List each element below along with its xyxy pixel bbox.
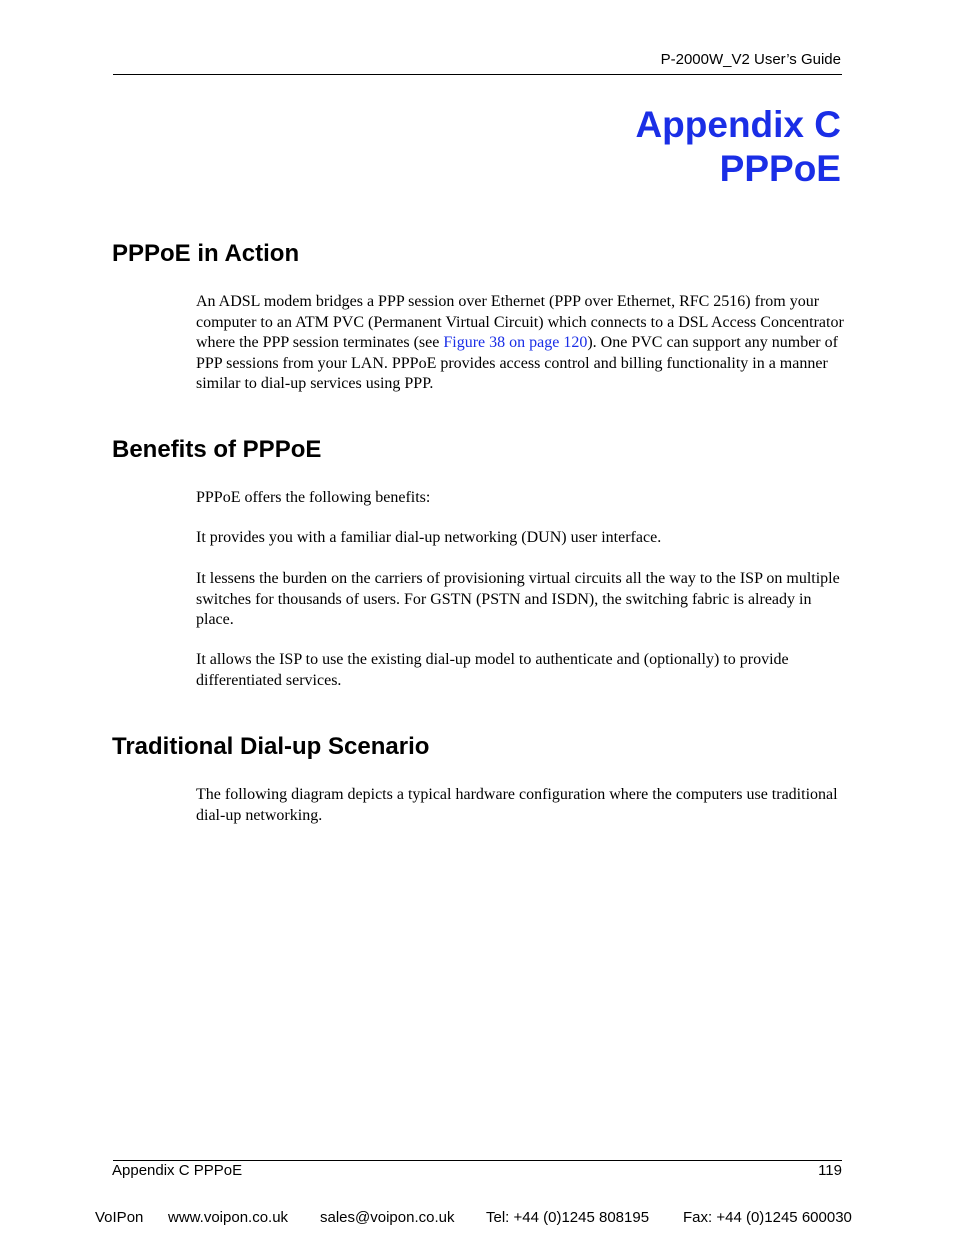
guide-title: P-2000W_V2 User’s Guide [660,51,841,68]
paragraph-text: ). One PVC can support any number of PPP sessions from your LAN. PPPoE provides access control and billing functionality in a manner similar to dial-up services using PPP. [196,334,838,392]
figure-link[interactable]: Figure 38 on page 120 [443,334,588,351]
page-number: 119 [818,1162,842,1179]
chapter-title-line1: Appendix C [635,104,841,145]
contact-fax: Fax: +44 (0)1245 600030 [683,1209,852,1226]
paragraph-traditional-dial-up: The following diagram depicts a typical hardware configuration where the computers use traditional dial-up networking. [196,786,838,824]
heading-benefits-of-pppoe: Benefits of PPPoE [112,436,322,463]
chapter-title [635,103,841,191]
footer-section-name: Appendix C PPPoE [112,1162,243,1179]
paragraph-pppoe-in-action [196,292,846,395]
contact-bar [95,1209,852,1226]
contact-email[interactable]: sales@voipon.co.uk [320,1209,455,1226]
paragraph-benefit-isp: It allows the ISP to use the existing dial-up model to authenticate and (optionally) to provide differentiated services. [196,651,789,689]
contact-tel: Tel: +44 (0)1245 808195 [486,1209,650,1226]
chapter-title-line2: PPPoE [719,148,841,189]
contact-company: VoIPon [95,1209,144,1226]
paragraph-benefit-carriers: It lessens the burden on the carriers of provisioning virtual circuits all the way to the ISP on multiple switches for thousands of users. For GSTN (PSTN and ISDN), the switching fabric is already in place. [196,570,840,628]
contact-website[interactable]: www.voipon.co.uk [168,1209,289,1226]
heading-traditional-dial-up: Traditional Dial-up Scenario [112,733,430,760]
footer-rule [113,1160,842,1161]
paragraph-benefit-dun: It provides you with a familiar dial-up networking (DUN) user interface. [196,529,662,546]
paragraph-benefits-intro: PPPoE offers the following benefits: [196,489,431,506]
paragraph-text: An ADSL modem bridges a PPP session over Ethernet (PPP over Ethernet, RFC 2516) from your computer to an ATM PVC (Permanent Virtual Circuit) which connects to a DSL Access Concentrator where the PPP session terminates (see [196,293,844,351]
header-rule [113,74,842,75]
heading-pppoe-in-action: PPPoE in Action [112,240,300,267]
